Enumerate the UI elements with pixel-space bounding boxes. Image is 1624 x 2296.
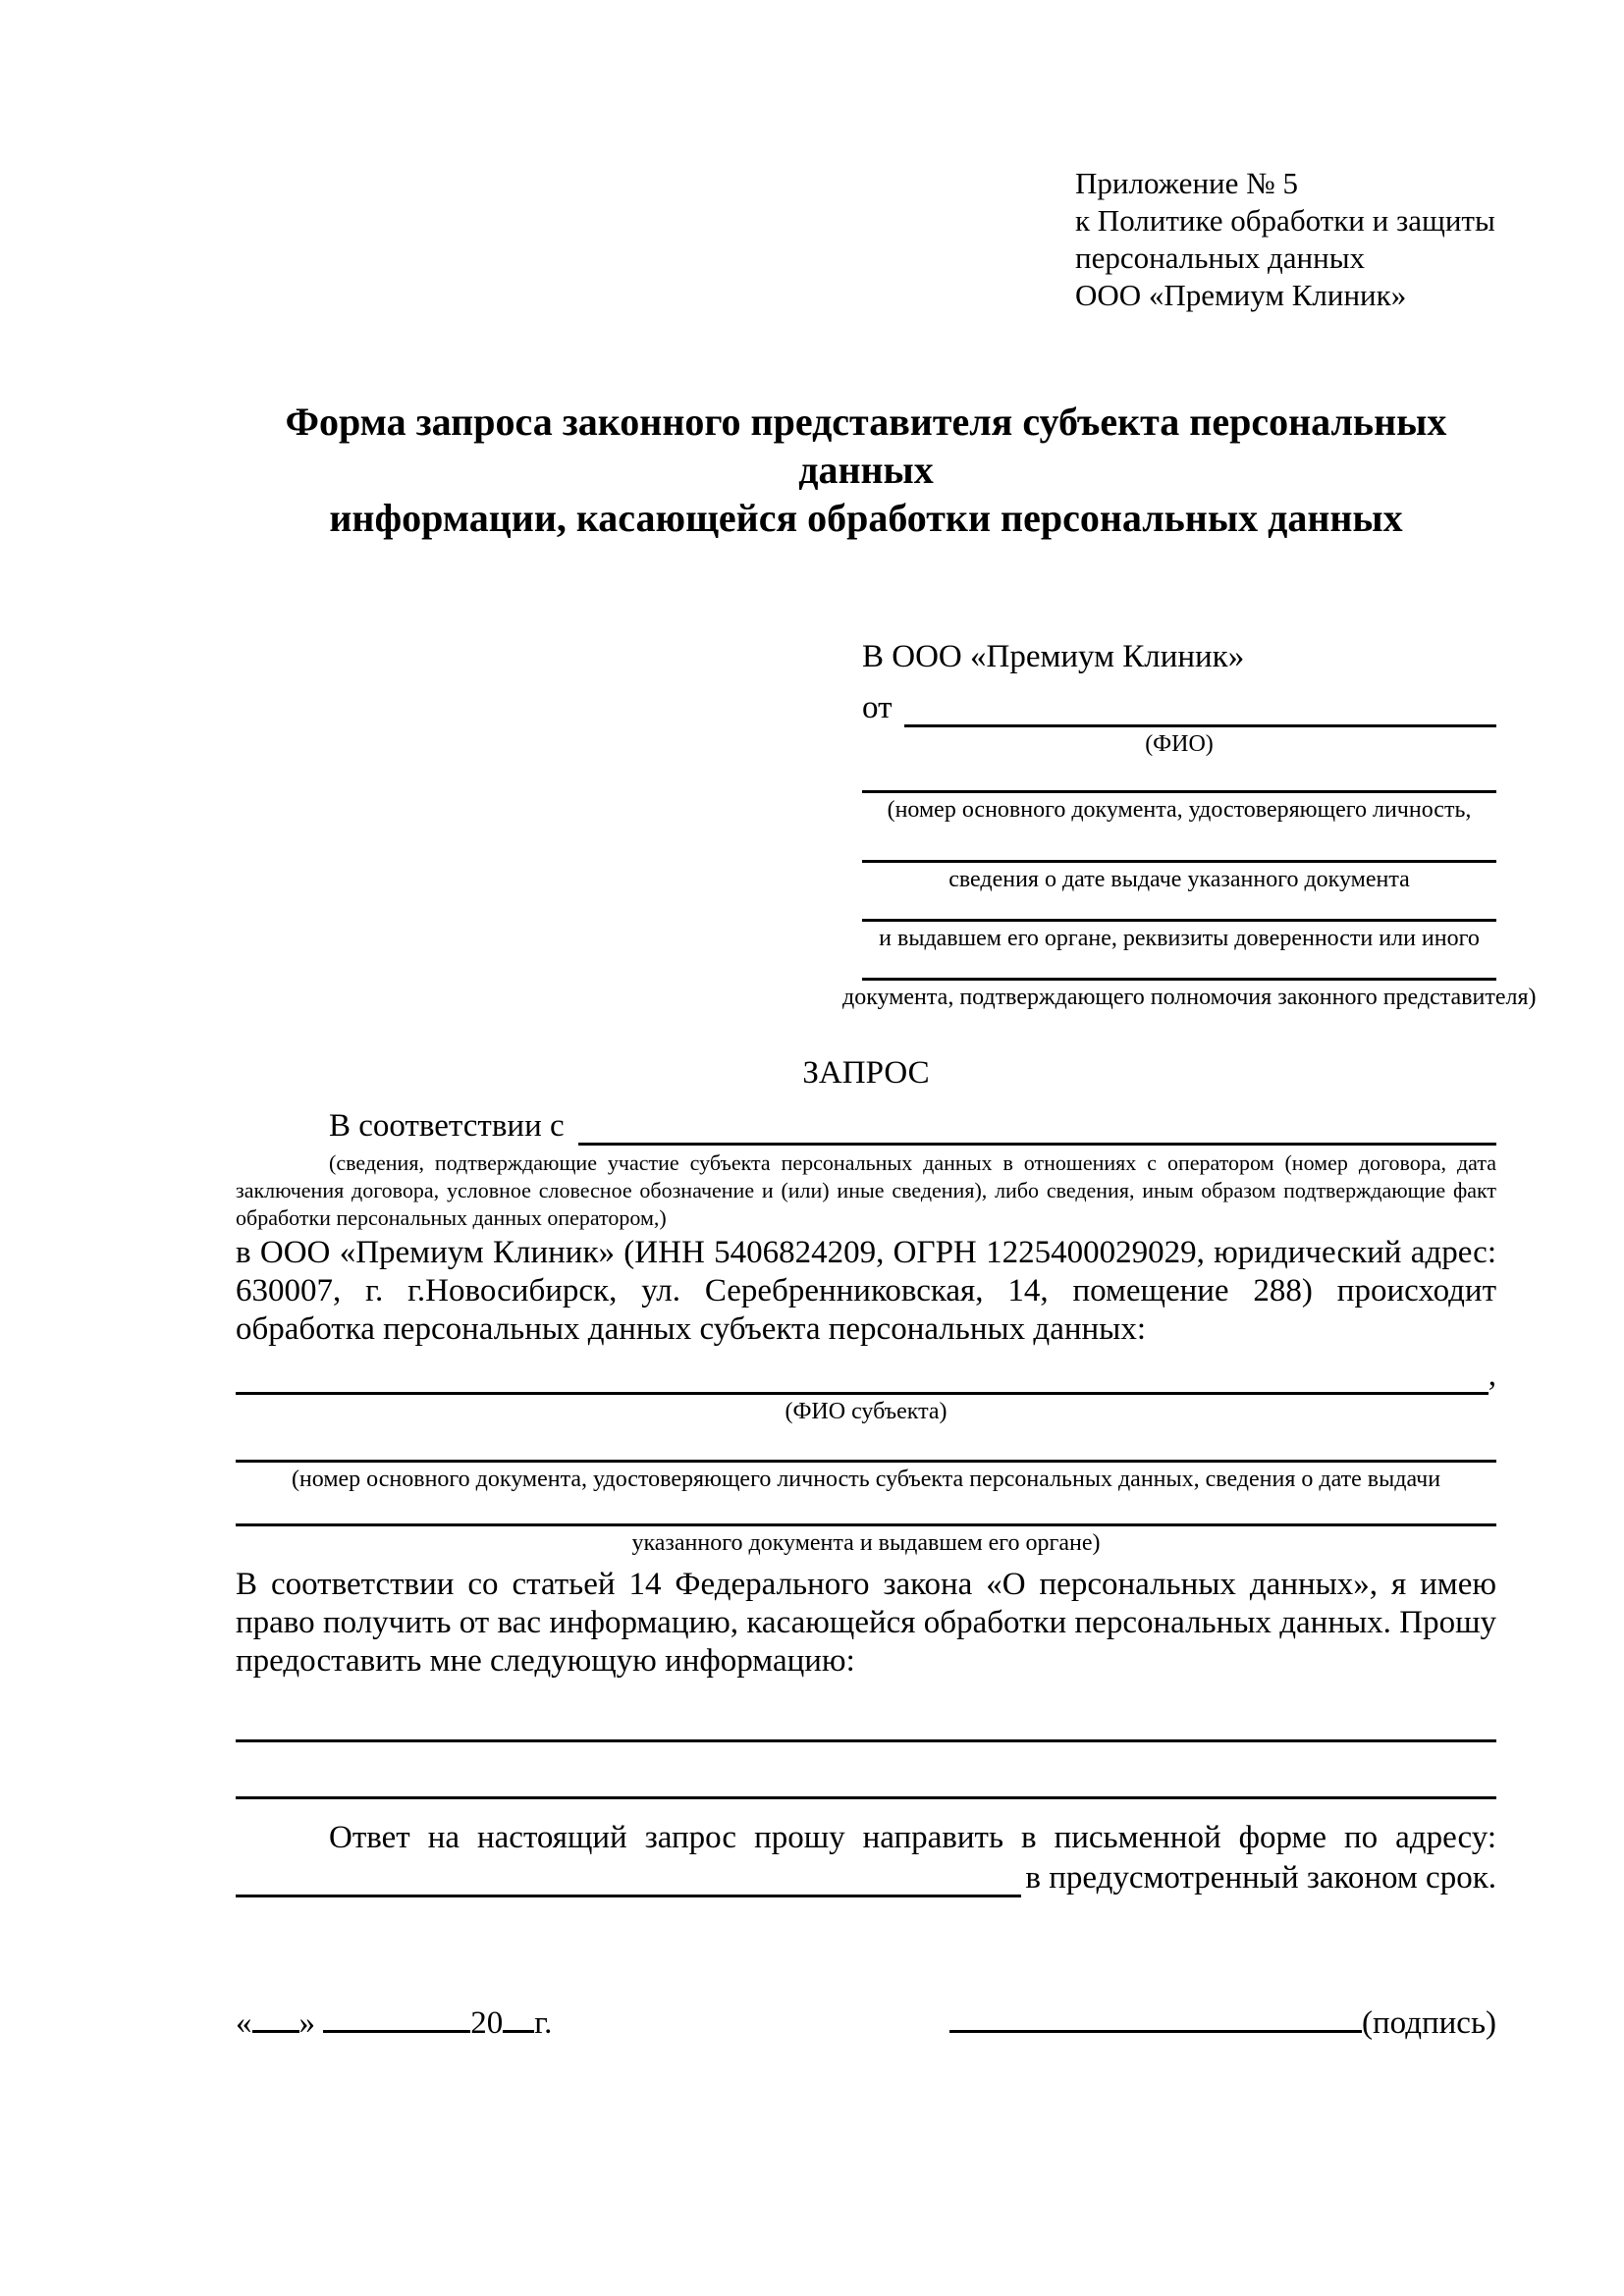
subject-fio-caption: (ФИО субъекта) [785,1399,947,1424]
appendix-line: Приложение № 5 [1075,166,1298,200]
title-line-1: Форма запроса законного представителя субъекта персональных данных [285,400,1447,492]
signature-field [949,2003,1496,2043]
representative-doc-caption: сведения о дате выдаче указанного документа [948,867,1410,892]
representative-doc-blank-line [862,790,1496,793]
subject-doc-caption: (номер основного документа, удостоверяющего личность субъекта персональных данных, сведения о дате выдачи [291,1467,1441,1492]
answer-tail-text: в предусмотренный законом срок. [1025,1860,1496,1896]
subject-doc-blank-line [236,1460,1496,1463]
year-label: 20 [470,2005,504,2041]
from-blank-line [904,692,1497,727]
representative-doc-caption: документа, подтверждающего полномочия законного представителя) [842,985,1537,1010]
representative-doc-blank-line [862,919,1496,922]
year-blank-line [503,2003,534,2033]
signature-caption: (подпись) [1362,2005,1496,2041]
appendix-line: персональных данных [1075,240,1366,275]
subject-fio-blank-line [236,1362,1489,1395]
from-row [862,688,1496,727]
document-title [236,398,1496,542]
appendix-line: к Политике обработки и защиты [1075,203,1495,238]
representative-doc-blank-line [862,978,1496,981]
fio-caption: (ФИО) [1145,731,1214,757]
date-field [236,2003,552,2043]
answer-address-blank-line [236,1864,1021,1897]
representative-doc-caption: (номер основного документа, удостоверяющего личность, [887,797,1472,823]
subject-fio-comma: , [1488,1358,1496,1393]
representative-doc-blank-line [862,860,1496,863]
subject-doc-caption: указанного документа и выдавшем его органе) [631,1530,1101,1556]
signature-blank-line [949,2003,1362,2033]
addressee-to: В ООО «Премиум Клиник» [862,639,1245,674]
intro-caption: (сведения, подтверждающие участие субъекта персональных данных в отношениях с оператором (номер договора, дата заключения договора, условное словесное обозначение и (или) иные сведения), либо сведения, иным образом подтверждающие факт обработки персональных данных оператором,) [236,1150,1496,1230]
intro-lead-text: В соответствии с [329,1108,565,1144]
answer-paragraph: Ответ на настоящий запрос прошу направить в письменной форме по адресу: [329,1820,1496,1855]
footer-row [236,2003,1496,2043]
date-open-quote: « [236,2005,252,2041]
request-heading: ЗАПРОС [802,1055,930,1091]
subject-doc-blank-line [236,1523,1496,1526]
title-line-2: информации, касающейся обработки персональных данных [329,496,1403,540]
appendix-block [1075,0,1496,314]
information-blank-line [236,1739,1496,1742]
addressee-block [842,637,1537,1012]
from-label: от [862,690,893,725]
answer-address-row [236,1859,1496,1897]
appendix-line: ООО «Премиум Клиник» [1075,278,1407,312]
intro-row [236,1106,1496,1146]
law-paragraph: В соответствии со статьей 14 Федерального закона «О персональных данных», я имею право получить от вас информацию, касающейся обработки персональных данных. Прошу предоставить мне следующую информацию: [236,1567,1496,1679]
operator-paragraph: в ООО «Премиум Клиник» (ИНН 5406824209, ОГРН 1225400029029, юридический адрес: 630007, г. г.Новосибирск, ул. Серебренниковская, 14, помещение 288) происходит обработка персональных данных субъекта персональных данных: [236,1235,1496,1347]
day-blank-line [252,2003,299,2033]
date-close-quote: » [298,2005,315,2041]
month-blank-line [323,2003,470,2033]
intro-blank-line [578,1110,1496,1146]
subject-fio-row [236,1357,1496,1395]
year-suffix: г. [534,2005,553,2041]
representative-doc-caption: и выдавшем его органе, реквизиты доверенности или иного [879,926,1480,951]
information-blank-line [236,1796,1496,1799]
